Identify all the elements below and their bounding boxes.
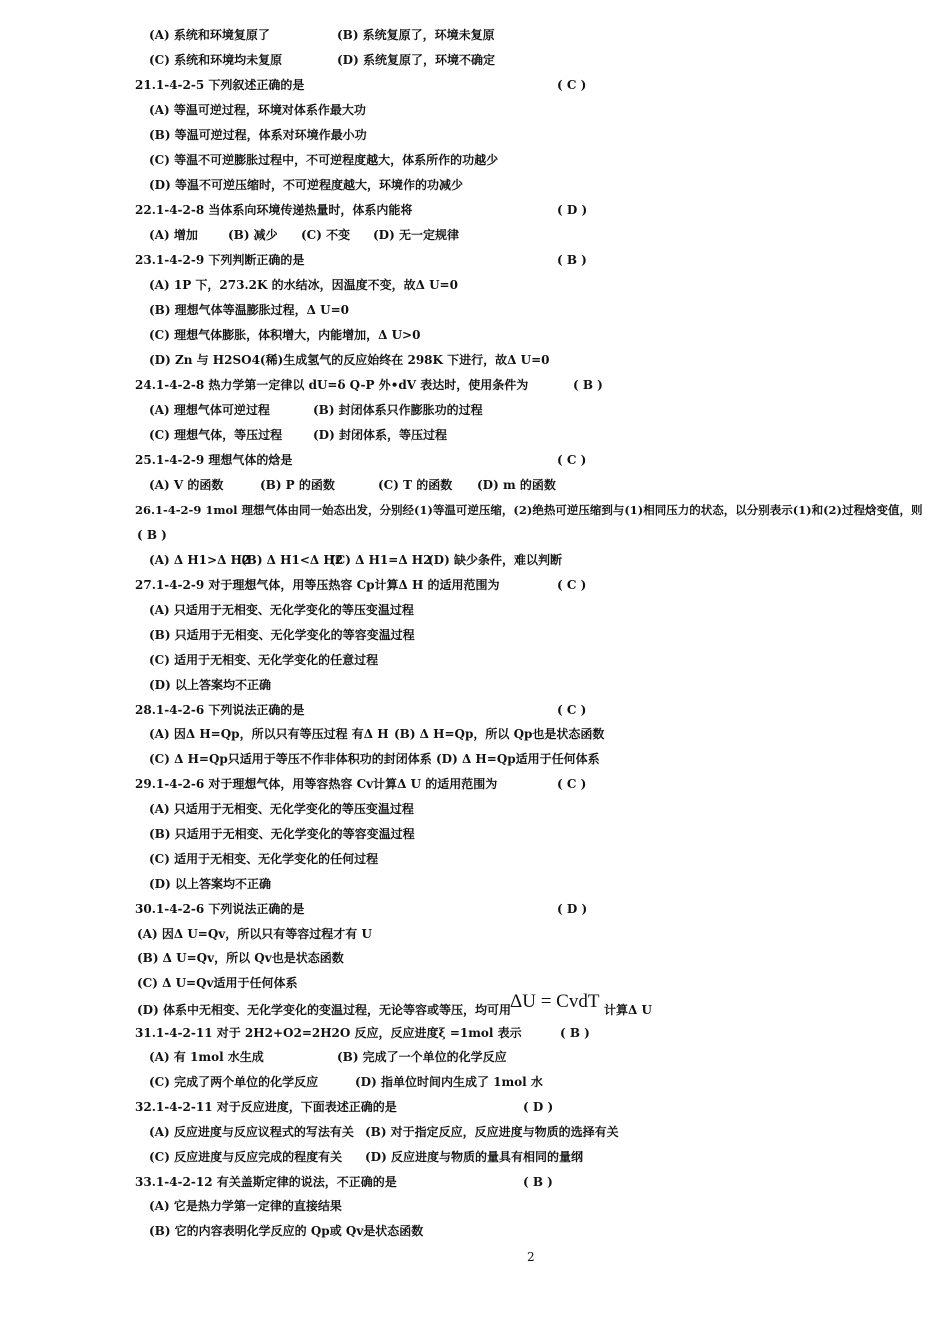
question-stem: 25.1-4-2-9 理想气体的焓是 xyxy=(135,453,293,467)
option: (C) 完成了两个单位的化学反应 xyxy=(149,1075,319,1089)
answer-key: ( D ) xyxy=(557,902,588,916)
question-stem: 29.1-4-2-6 对于理想气体，用等容热容 Cv计算Δ U 的适用范围为 xyxy=(135,777,498,791)
option: (B) 完成了一个单位的化学反应 xyxy=(337,1050,507,1064)
option: (A) 因Δ H=Qp，所以只有等压过程 有Δ H xyxy=(149,727,389,741)
answer-key: ( C ) xyxy=(557,578,587,592)
option: (D) 系统复原了，环境不确定 xyxy=(337,53,495,67)
option: (A) 反应进度与反应议程式的写法有关 xyxy=(149,1125,354,1139)
option: (C) 不变 xyxy=(301,228,351,242)
option: (B) 系统复原了，环境未复原 xyxy=(337,28,495,42)
option: (D) 缺少条件，难以判断 xyxy=(428,553,562,567)
option: (A) 系统和环境复原了 xyxy=(149,28,270,42)
option: (A) 1P 下，273.2K 的水结冰，因温度不变，故Δ U=0 xyxy=(149,278,458,292)
option: (D) 反应进度与物质的量具有相同的量纲 xyxy=(365,1150,583,1164)
option: (B) Δ H1<Δ H2 xyxy=(241,553,344,567)
option: (D) m 的函数 xyxy=(477,478,556,492)
option: (D) 无一定规律 xyxy=(373,228,459,242)
option: (A) 等温可逆过程，环境对体系作最大功 xyxy=(149,103,366,117)
option: (C) Δ U=Qv适用于任何体系 xyxy=(137,976,298,990)
question-stem: 30.1-4-2-6 下列说法正确的是 xyxy=(135,902,305,916)
option: (B) 封闭体系只作膨胀功的过程 xyxy=(313,403,483,417)
option: (C) 系统和环境均未复原 xyxy=(149,53,283,67)
option: (C) T 的函数 xyxy=(378,478,453,492)
option: (B) 它的内容表明化学反应的 Qp或 Qv是状态函数 xyxy=(149,1224,424,1238)
option: (A) V 的函数 xyxy=(149,478,224,492)
option: (B) 只适用于无相变、无化学变化的等容变温过程 xyxy=(149,628,415,642)
question-stem: 24.1-4-2-8 热力学第一定律以 dU=δ Q-P 外•dV 表达时，使用条件为 xyxy=(135,378,529,392)
option: (B) 减少 xyxy=(228,228,278,242)
option: (A) 因Δ U=Qv，所以只有等容过程才有 U xyxy=(137,927,372,941)
option: (B) Δ H=Qp，所以 Qp也是状态函数 xyxy=(394,727,605,741)
answer-key: ( D ) xyxy=(523,1100,554,1114)
question-stem: 26.1-4-2-9 1mol 理想气体由同一始态出发，分别经(1)等温可逆压缩，(2)绝热可逆压缩到与(1)相同压力的状态，以分别表示(1)和(2)过程焓变值，则 xyxy=(135,503,923,517)
answer-key: ( B ) xyxy=(560,1026,590,1040)
answer-key: ( D ) xyxy=(557,203,588,217)
option: (B) 对于指定反应，反应进度与物质的选择有关 xyxy=(365,1125,619,1139)
option: (A) 有 1mol 水生成 xyxy=(149,1050,264,1064)
option: (D) 以上答案均不正确 xyxy=(149,678,271,692)
option: (C) Δ H1=Δ H2 xyxy=(330,553,432,567)
answer-key: ( B ) xyxy=(523,1175,553,1189)
option: (C) 适用于无相变、无化学变化的任何过程 xyxy=(149,852,379,866)
answer-key: ( B ) xyxy=(573,378,603,392)
answer-key: ( C ) xyxy=(557,453,587,467)
option: (B) 只适用于无相变、无化学变化的等容变温过程 xyxy=(149,827,415,841)
option: (C) Δ H=Qp只适用于等压不作非体积功的封闭体系 xyxy=(149,752,432,766)
option: (A) 它是热力学第一定律的直接结果 xyxy=(149,1199,342,1213)
option: (C) 理想气体，等压过程 xyxy=(149,428,283,442)
option: (A) 增加 xyxy=(149,228,198,242)
option: (B) 等温可逆过程，体系对环境作最小功 xyxy=(149,128,367,142)
option: (A) 只适用于无相变、无化学变化的等压变温过程 xyxy=(149,603,414,617)
option: (D) 等温不可逆压缩时，不可逆程度越大，环境作的功减少 xyxy=(149,178,463,192)
question-stem: 21.1-4-2-5 下列叙述正确的是 xyxy=(135,78,305,92)
answer-key: ( C ) xyxy=(557,78,587,92)
option: (D) 封闭体系，等压过程 xyxy=(313,428,447,442)
question-stem: 23.1-4-2-9 下列判断正确的是 xyxy=(135,253,305,267)
option: (C) 适用于无相变、无化学变化的任意过程 xyxy=(149,653,379,667)
option: (C) 反应进度与反应完成的程度有关 xyxy=(149,1150,343,1164)
question-stem: 27.1-4-2-9 对于理想气体，用等压热容 Cp计算Δ H 的适用范围为 xyxy=(135,578,500,592)
option: (B) P 的函数 xyxy=(260,478,335,492)
answer-key: ( B ) xyxy=(557,253,587,267)
option: (D) 指单位时间内生成了 1mol 水 xyxy=(355,1075,543,1089)
option: (B) Δ U=Qv，所以 Qv也是状态函数 xyxy=(137,951,344,965)
option: (D) Δ H=Qp适用于任何体系 xyxy=(436,752,600,766)
page-number: 2 xyxy=(527,1250,535,1264)
answer-key: ( B ) xyxy=(137,528,167,542)
option: (A) 理想气体可逆过程 xyxy=(149,403,270,417)
option: (B) 理想气体等温膨胀过程，Δ U=0 xyxy=(149,303,350,317)
option: (D) 以上答案均不正确 xyxy=(149,877,271,891)
option: (D) Zn 与 H2SO4(稀)生成氢气的反应始终在 298K 下进行，故Δ U=0 xyxy=(149,353,550,367)
option-suffix: 计算Δ U xyxy=(604,1003,652,1017)
question-stem: 31.1-4-2-11 对于 2H2+O2=2H2O 反应，反应进度ξ =1mol 表示 xyxy=(135,1026,522,1040)
answer-key: ( C ) xyxy=(557,777,587,791)
formula: ΔU = CvdT xyxy=(510,991,600,1012)
option: (A) Δ H1>Δ H2 xyxy=(149,553,251,567)
question-stem: 33.1-4-2-12 有关盖斯定律的说法，不正确的是 xyxy=(135,1175,397,1189)
question-stem: 32.1-4-2-11 对于反应进度，下面表述正确的是 xyxy=(135,1100,397,1114)
question-stem: 28.1-4-2-6 下列说法正确的是 xyxy=(135,703,305,717)
option: (A) 只适用于无相变、无化学变化的等压变温过程 xyxy=(149,802,414,816)
question-stem: 22.1-4-2-8 当体系向环境传递热量时，体系内能将 xyxy=(135,203,413,217)
option: (C) 理想气体膨胀，体积增大，内能增加，Δ U>0 xyxy=(149,328,421,342)
option: (C) 等温不可逆膨胀过程中，不可逆程度越大，体系所作的功越少 xyxy=(149,153,499,167)
option: (D) 体系中无相变、无化学变化的变温过程，无论等容或等压，均可用 xyxy=(137,1003,511,1017)
answer-key: ( C ) xyxy=(557,703,587,717)
